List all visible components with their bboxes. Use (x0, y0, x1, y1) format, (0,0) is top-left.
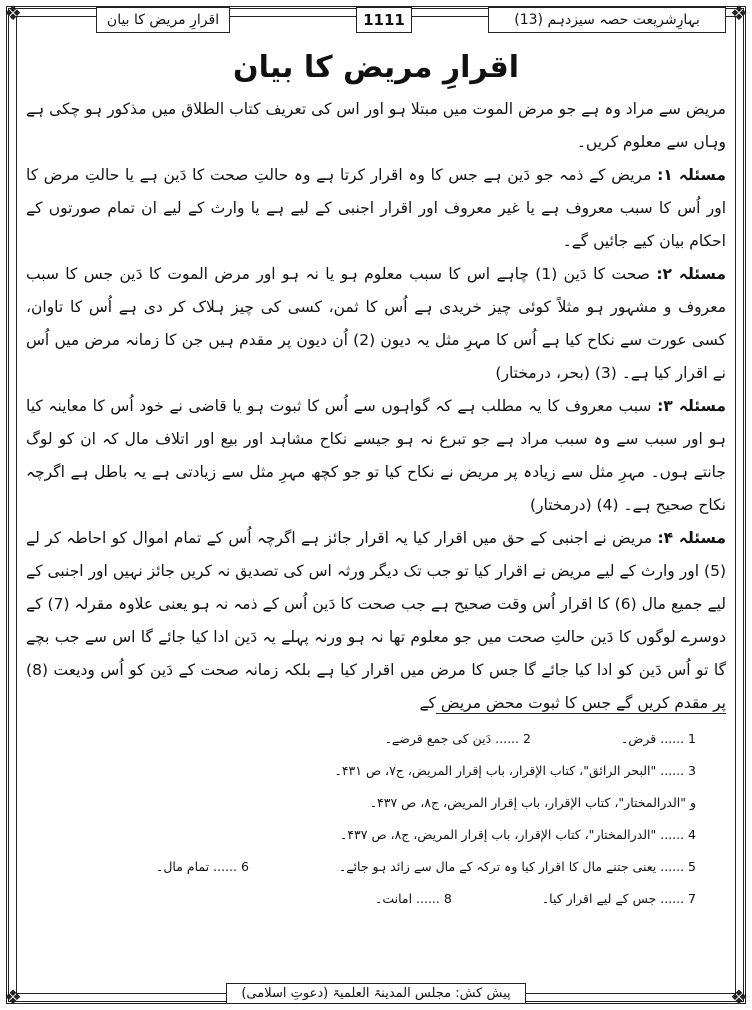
book-title: بہارِشریعت حصہ سیزدہم (13) (488, 7, 726, 33)
footnote: 1 ...... قرض۔ (620, 730, 696, 746)
footnote-row (26, 818, 726, 850)
footnotes (26, 722, 726, 914)
corner-ornament-icon: ❖ (4, 1, 22, 25)
footnote: و "الدرالمختار"، کتاب الإقرار، باب إقرار المریض، ج۸، ص ۴۳۷۔ (369, 794, 696, 810)
footnote-row (26, 786, 726, 818)
intro-paragraph: مریض سے مراد وہ ہے جو مرض الموت میں مبتلا ہو اور اس کی تعریف کتاب الطلاق میں مذکور ہو چکی ہے وہاں سے معلوم کریں۔ (26, 100, 726, 151)
masala-text: مریض کے ذمہ جو دَین ہے جس کا وہ اقرار کرتا ہے وہ حالتِ صحت کا دَین ہے یا حالتِ مرض کا اور اُس کا سبب معروف ہے یا غیر معروف اور اقرار اجنبی کے لیے ہے یا وارث کے لیے ان تمام صورتوں کے احکام بیان کیے جائیں گے۔ (26, 166, 726, 250)
masala-2 (26, 258, 726, 390)
masala-text: صحت کا دَین (1) چاہے اس کا سبب معلوم ہو یا نہ ہو اور مرض الموت کا دَین جس کا سبب معروف و مشہور ہو مثلاً کوئی چیز خریدی ہے اُس کا ثمن، کسی کی چیز ہلاک کر دی ہے اُس کا تاوان، کسی عورت سے نکاح کیا ہے اُس کا مہرِ مثل یہ دیون (2) اُن دیون پر مقدم ہیں جن کا زمانہ مرض میں اُس نے اقرار کیا ہے۔ (3) (بحر، درمختار) (26, 265, 726, 382)
page-footer (0, 983, 752, 1004)
masala-label: مسئلہ ۴: (657, 529, 726, 547)
footnote: 4 ...... "الدرالمختار"، کتاب الإقرار، باب إقرار المریض، ج۸، ص ۴۳۷۔ (339, 826, 696, 842)
footnote-row (26, 722, 726, 754)
footnote: 6 ...... تمام مال۔ (156, 858, 249, 874)
footnote: 7 ...... جس کے لیے اقرار کیا۔ (541, 890, 696, 906)
footnote: 8 ...... امانت۔ (375, 890, 452, 906)
masala-label: مسئلہ ۳: (657, 397, 726, 415)
page-title: اقرارِ مریض کا بیان (233, 50, 519, 85)
page-number: 1111 (356, 7, 412, 33)
footnote-row (26, 882, 726, 914)
masala-label: مسئلہ ۱: (657, 166, 726, 184)
footnote-row (26, 754, 726, 786)
masala-4 (26, 522, 726, 720)
corner-ornament-icon: ❖ (4, 985, 22, 1009)
footnote-row (26, 850, 726, 882)
corner-ornament-icon: ❖ (730, 1, 748, 25)
footnote: 5 ...... یعنی جتنے مال کا اقرار کیا وہ ترکہ کے مال سے زائد ہو جائے۔ (338, 858, 696, 874)
page-header (26, 4, 726, 36)
masala-3 (26, 390, 726, 522)
masala-label: مسئلہ ۲: (656, 265, 726, 283)
footnote: 2 ...... دَین کی جمع قرضے۔ (384, 730, 531, 746)
corner-ornament-icon: ❖ (730, 985, 748, 1009)
masala-text: مریض نے اجنبی کے حق میں اقرار کیا یہ اقرار جائز ہے اگرچہ اُس کے تمام اموال کو احاطہ کر لے (5) اور وارث کے لیے مریض نے اقرار کیا تو جب تک دیگر ورثہ اس کی تصدیق نہ کریں جائز نہیں اور اجنبی کے لیے جمیع مال (6) کا اقرار اُس وقت صحیح ہے جب صحت کا دَین اُس کے ذمہ نہ ہو یعنی علاوہ مقرلہ (7) کے دوسرے لوگوں کا دَین حالتِ صحت میں جو معلوم تھا نہ ہو ورنہ پہلے یہ دَین ادا کیا جائے گا اس سے جب بچے گا تو اُس دَین کو ادا کیا جائے گا جس کا مرض میں اقرار کیا ہے بلکہ زمانہ صحت کے دَین کو اُس ودیعت (8) پر مقدم کریں گے جس کا ثبوت محض مریض کے (26, 529, 726, 712)
publisher-credit: پیش کش: مجلس المدینۃ العلمیۃ (دعوتِ اسلامی) (226, 983, 525, 1004)
page-body (26, 44, 726, 720)
footnote-divider (436, 713, 726, 714)
footnote: 3 ...... "البحر الرائق"، کتاب الإقرار، باب إقرار المریض، ج۷، ص ۴۳۱۔ (334, 762, 696, 778)
masala-1 (26, 159, 726, 258)
chapter-title: اقرارِ مریض کا بیان (96, 7, 230, 33)
masala-text: سبب معروف کا یہ مطلب ہے کہ گواہوں سے اُس کا ثبوت ہو یا قاضی نے خود اُس کا معاینہ کیا ہو اور سبب سے وہ سبب مراد ہے جو تبرع نہ ہو جیسے نکاح مشاہد اور بیع اور اتلاف مال کہ ان کو لوگ جانتے ہوں۔ مہرِ مثل سے زیادہ پر مریض نے نکاح کیا تو جو کچھ مہرِ مثل سے زیادتی ہے یہ باطل ہے اگرچہ نکاح صحیح ہے۔ (4) (درمختار) (26, 397, 726, 514)
